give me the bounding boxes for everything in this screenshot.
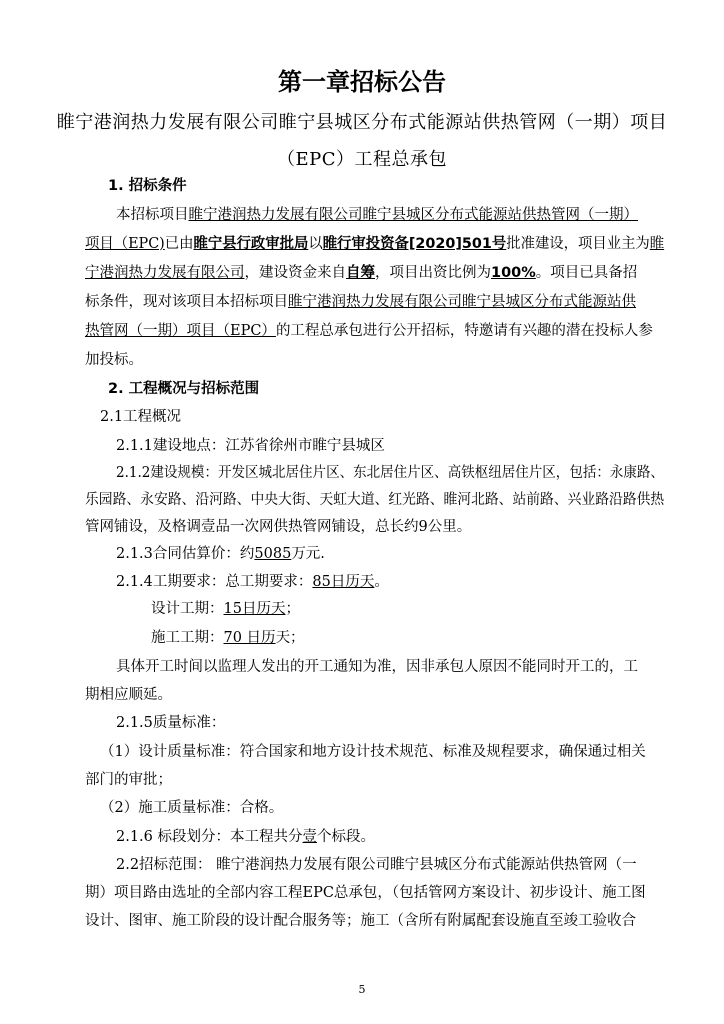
fund-source: 自筹: [346, 265, 375, 281]
text: 万元.: [291, 546, 325, 562]
text: 2.1.3合同估算价：约: [116, 546, 255, 562]
subsection-2-1-3: [116, 543, 325, 565]
design-duration: [151, 598, 300, 620]
text: 以: [308, 236, 323, 252]
subtitle-line-2: （EPC）工程总承包: [276, 149, 448, 170]
text: 。项目已具备招: [535, 265, 638, 281]
paragraph-line: 加投标。: [85, 352, 143, 368]
project-name: 睢宁港润热力发展有限公司睢宁县城区分布式能源站供: [288, 294, 636, 310]
text: 批准建设，项目业主为: [506, 236, 650, 252]
total-duration: 85日历天: [312, 574, 375, 590]
text: 施工工期：: [151, 630, 224, 646]
subtitle-line-1: 睢宁港润热力发展有限公司睢宁县城区分布式能源站供热管网（一期）项目: [56, 112, 668, 133]
page-number: 5: [358, 983, 366, 996]
subsection-2-2-line: 2.2招标范围： 睢宁港润热力发展有限公司睢宁县城区分布式能源站供热管网（一: [116, 857, 637, 873]
approver: 睢宁县行政审批局: [193, 236, 309, 252]
paragraph-line: [116, 204, 638, 226]
subsection-2-1-2-line: 管网铺设，及格调壹品一次网供热管网铺设，总长约9公里。: [85, 519, 472, 535]
start-note-line: 期相应顺延。: [85, 687, 172, 703]
design-duration-value: 15日历天: [223, 601, 286, 617]
subsection-2-1-1: 2.1.1建设地点：江苏省徐州市睢宁县城区: [116, 438, 385, 454]
text: 设计工期：: [151, 601, 224, 617]
text: 本招标项目: [116, 207, 189, 223]
project-name: 睢宁港润热力发展有限公司睢宁县城区分布式能源站供热管网（一期）: [188, 207, 638, 223]
owner-name: 宁港润热力发展有限公司: [85, 265, 245, 281]
text: 的工程总承包进行公开招标，特邀请有兴趣的潜在投标人参: [275, 323, 653, 339]
text: 2.1.4工期要求：总工期要求：: [116, 574, 313, 590]
text: 已由: [164, 236, 194, 252]
subsection-2-1-5: 2.1.5质量标准：: [116, 715, 226, 731]
paragraph-line: [85, 291, 636, 313]
subsection-2-2-line: 设计、图审、施工阶段的设计配合服务等；施工（含所有附属配套设施直至竣工验收合: [85, 913, 636, 929]
text: ；: [285, 601, 300, 617]
subsection-2-1-4: [116, 571, 389, 593]
paragraph-line: [85, 233, 664, 255]
subsection-2-1-2-line: 乐园路、永安路、沿河路、中央大街、天虹大道、红光路、睢河北路、站前路、兴业路沿路供热: [85, 492, 665, 508]
document-number: 睢行审投资备[2020]501号: [322, 236, 507, 252]
construction-duration: [151, 627, 305, 649]
subsection-2-1: 2.1工程概况: [100, 409, 182, 425]
construction-duration-value: 70 日历: [223, 630, 276, 646]
text: ，建设资金来自: [244, 265, 346, 281]
text: ，项目出资比例为: [375, 265, 491, 281]
section-1-heading: 1. 招标条件: [108, 178, 187, 194]
text: 标条件，现对该项目本招标项目: [85, 294, 288, 310]
text: 天；: [275, 630, 305, 646]
start-note-line: 具体开工时间以监理人发出的开工通知为准，因非承包人原因不能同时开工的，工: [116, 659, 638, 675]
quality-construction: （2）施工质量标准：合格。: [100, 800, 284, 816]
text: 。: [374, 574, 389, 590]
owner-name: 睢: [649, 236, 665, 252]
section-2-heading: 2. 工程概况与招标范围: [108, 381, 260, 397]
lot-count: 壹: [302, 829, 318, 845]
subsection-2-2-line: 期）项目路由选址的全部内容工程EPC总承包，（包括管网方案设计、初步设计、施工图: [85, 885, 646, 901]
subsection-2-1-2-line: 2.1.2建设规模：开发区城北居住片区、东北居住片区、高铁枢纽居住片区，包括：永康路、: [116, 465, 664, 481]
page-title: 第一章招标公告: [278, 68, 446, 96]
quality-design-line: 部门的审批；: [85, 772, 172, 788]
contract-price: 5085: [254, 546, 292, 562]
text: 个标段。: [317, 829, 376, 845]
paragraph-line: [85, 320, 653, 342]
text: 2.1.6 标段划分：本工程共分: [116, 829, 303, 845]
fund-ratio: 100%: [491, 265, 536, 281]
quality-design-line: （1）设计质量标准：符合国家和地方设计技术规范、标准及规程要求，确保通过相关: [100, 744, 646, 760]
project-name: 热管网（一期）项目（EPC）: [85, 323, 276, 339]
paragraph-line: [85, 262, 637, 284]
project-name: 项目（EPC): [85, 236, 165, 252]
subsection-2-1-6: [116, 826, 375, 848]
